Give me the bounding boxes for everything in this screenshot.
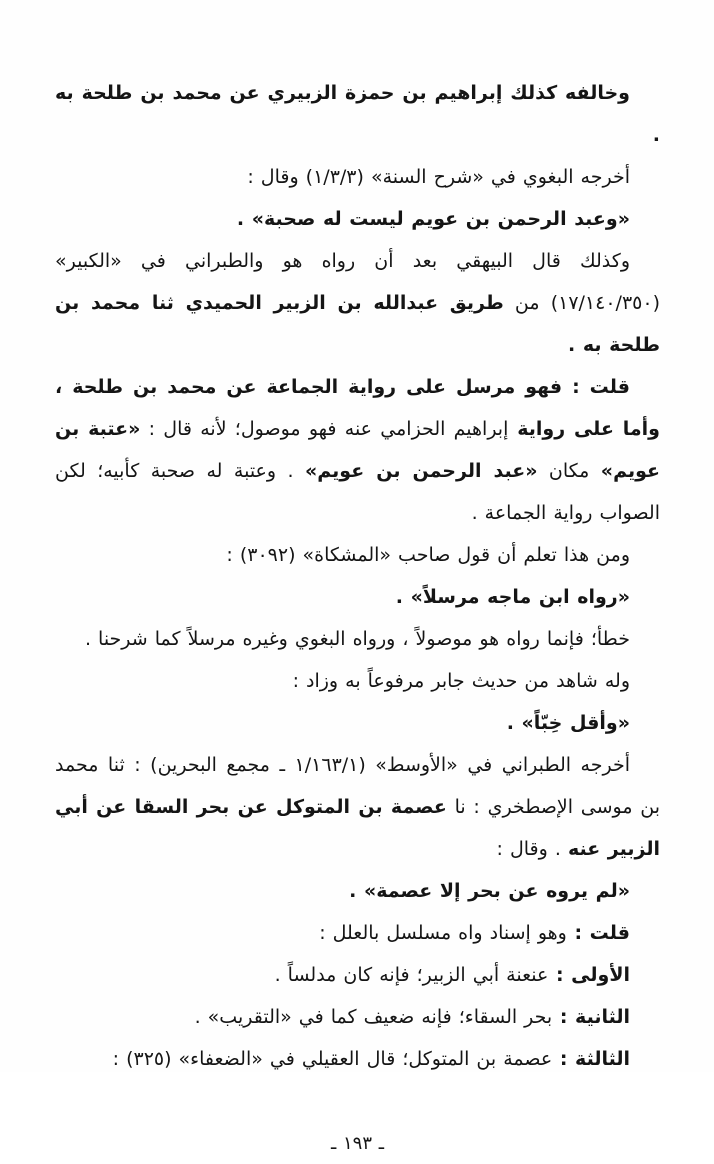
- text-segment: عصمة بن المتوكل؛ قال العقيلي في «الضعفاء» (٣٢٥) :: [112, 1048, 553, 1070]
- paragraph: [55, 744, 660, 870]
- text-segment: عنعنة أبي الزبير؛ فإنه كان مدلساً .: [274, 964, 549, 986]
- page-footer: [55, 1124, 660, 1164]
- text-segment: «وعبد الرحمن بن عويم ليست له صحبة» .: [236, 208, 630, 230]
- text-segment: . وعتبة له صحبة كأبيه؛ لكن الصواب رواية الجماعة .: [55, 460, 660, 524]
- list-item-first: [55, 954, 660, 996]
- text-segment: قلت :: [566, 922, 630, 944]
- paragraph: [55, 912, 660, 954]
- text-segment: الأولى :: [548, 964, 630, 986]
- text-segment: وله شاهد من حديث جابر مرفوعاً به وزاد :: [292, 670, 630, 692]
- paragraph: [55, 618, 660, 660]
- text-segment: وخالفه كذلك إبراهيم بن حمزة الزبيري عن محمد بن طلحة به .: [55, 82, 660, 146]
- text-segment: مكان: [537, 460, 601, 482]
- text-segment: «عبد الرحمن بن عويم»: [305, 460, 538, 482]
- text-segment: «رواه ابن ماجه مرسلاً» .: [395, 586, 630, 608]
- paragraph: [55, 660, 660, 702]
- text-segment: بحر السقاء؛ فإنه ضعيف كما في «التقريب» .: [194, 1006, 553, 1028]
- text-segment: وكذلك قال البيهقي بعد أن رواه هو والطبراني في «الكبير» (١٧/١٤٠/٣٥٠) من: [55, 250, 660, 314]
- text-segment: طريق عبدالله بن الزبير الحميدي ثنا محمد بن طلحة به .: [55, 292, 660, 356]
- list-item-third: [55, 1038, 660, 1080]
- text-segment: ومن هذا تعلم أن قول صاحب «المشكاة» (٣٠٩٢) :: [226, 544, 630, 566]
- text-segment: . وقال :: [496, 838, 568, 860]
- text-segment: إبراهيم الحزامي عنه فهو موصول؛ لأنه قال :: [140, 418, 509, 440]
- text-segment: قلت : فهو مرسل على رواية الجماعة عن محمد بن طلحة ، وأما على رواية: [55, 376, 660, 440]
- text-segment: أخرجه الطبراني في «الأوسط» (١/١٦٣/١ ـ مجمع البحرين) : ثنا محمد بن موسى الإصطخري : نا: [55, 754, 660, 818]
- text-segment: الثانية :: [552, 1006, 630, 1028]
- paragraph: [55, 72, 660, 156]
- text-segment: «عتبة بن عويم»: [55, 418, 660, 482]
- paragraph: [55, 534, 660, 576]
- text-block: [55, 72, 660, 1080]
- text-segment: خطأ؛ فإنما رواه هو موصولاً ، ورواه البغوي وغيره مرسلاً كما شرحنا .: [84, 628, 630, 650]
- text-segment: وهو إسناد واه مسلسل بالعلل :: [319, 922, 567, 944]
- text-segment: «لم يروه عن بحر إلا عصمة» .: [349, 880, 630, 902]
- text-segment: أخرجه البغوي في «شرح السنة» (١/٣/٣) وقال :: [247, 166, 630, 188]
- list-item-second: [55, 996, 660, 1038]
- quote-paragraph: [55, 576, 660, 618]
- text-segment: «وأقل خِبّاً» .: [506, 712, 630, 734]
- text-segment: عصمة بن المتوكل عن بحر السقا عن أبي الزبير عنه: [55, 796, 660, 860]
- text-segment: الثالثة :: [552, 1048, 630, 1070]
- paragraph: [55, 240, 660, 366]
- quote-paragraph: [55, 870, 660, 912]
- page-number: ـ ١٩٣ ـ: [330, 1133, 384, 1154]
- quote-paragraph: [55, 702, 660, 744]
- paragraph: [55, 366, 660, 534]
- paragraph: [55, 156, 660, 198]
- quote-paragraph: [55, 198, 660, 240]
